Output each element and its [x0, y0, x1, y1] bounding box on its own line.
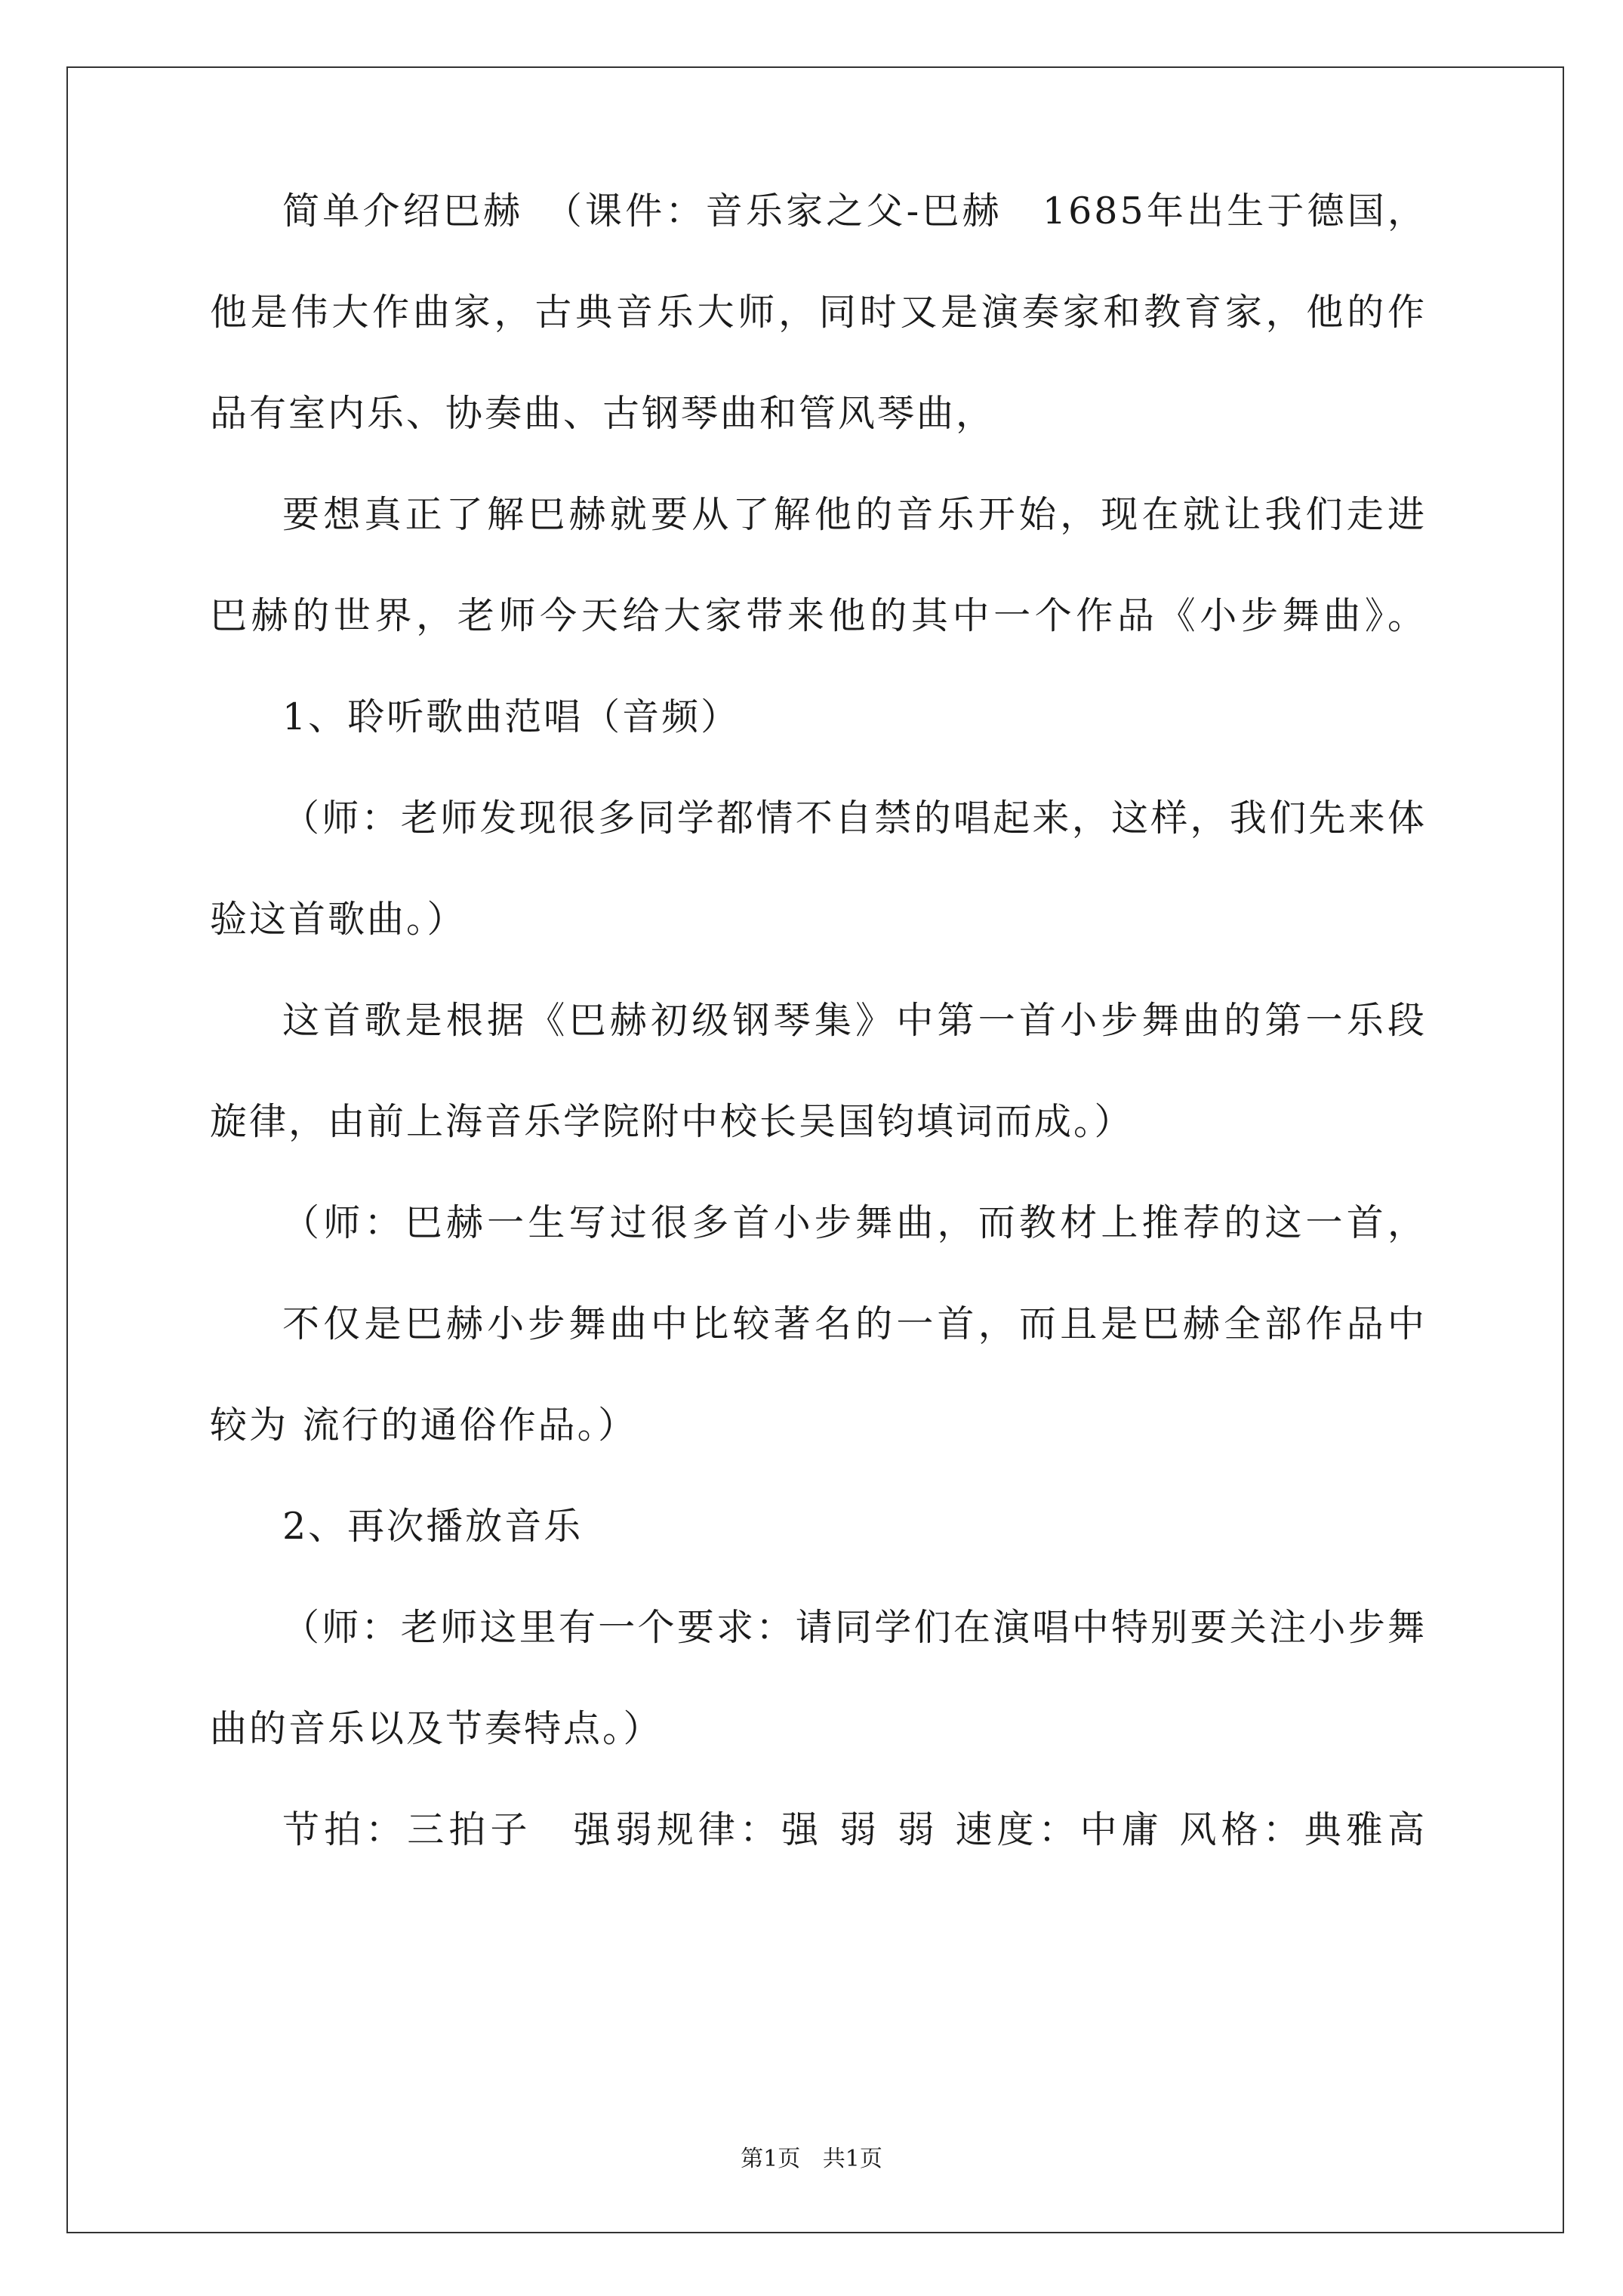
text-line: 曲的音乐以及节奏特点。） [210, 1707, 663, 1750]
text-line: 简单介绍巴赫 （课件：音乐家之父-巴赫 1685年出生于德国， [282, 190, 1427, 233]
text-line: 节拍：三拍子 强弱规律：强 弱 弱 速度：中庸 风格：典雅高 [282, 1808, 1427, 1851]
page-total: 共1页 [822, 2146, 882, 2172]
page-footer [0, 2146, 1623, 2173]
text-line: 较为 流行的通俗作品。） [210, 1404, 638, 1447]
text-line: （师：老师这里有一个要求：请同学们在演唱中特别要关注小步舞 [282, 1606, 1427, 1649]
text-line: 巴赫的世界，老师今天给大家带来他的其中一个作品《小步舞曲》。 [210, 594, 1427, 637]
text-line: （师：巴赫一生写过很多首小步舞曲，而教材上推荐的这一首， [282, 1201, 1427, 1244]
text-line: 2、再次播放音乐 [282, 1505, 584, 1548]
text-line: 1、聆听歌曲范唱（音频） [282, 695, 741, 738]
text-line: 品有室内乐、协奏曲、古钢琴曲和管风琴曲， [210, 392, 996, 435]
page-number: 第1页 [741, 2146, 801, 2172]
text-line: （师：老师发现很多同学都情不自禁的唱起来，这样，我们先来体 [282, 797, 1427, 840]
text-line: 他是伟大作曲家，古典音乐大师，同时又是演奏家和教育家，他的作 [210, 291, 1427, 334]
text-line: 要想真正了解巴赫就要从了解他的音乐开始，现在就让我们走进 [282, 493, 1427, 536]
text-line: 验这首歌曲。） [210, 898, 467, 941]
text-line: 不仅是巴赫小步舞曲中比较著名的一首，而且是巴赫全部作品中 [282, 1302, 1427, 1345]
text-line: 这首歌是根据《巴赫初级钢琴集》中第一首小步舞曲的第一乐段 [282, 999, 1427, 1042]
text-line: 旋律，由前上海音乐学院附中校长吴国钧填词而成。） [210, 1100, 1134, 1143]
